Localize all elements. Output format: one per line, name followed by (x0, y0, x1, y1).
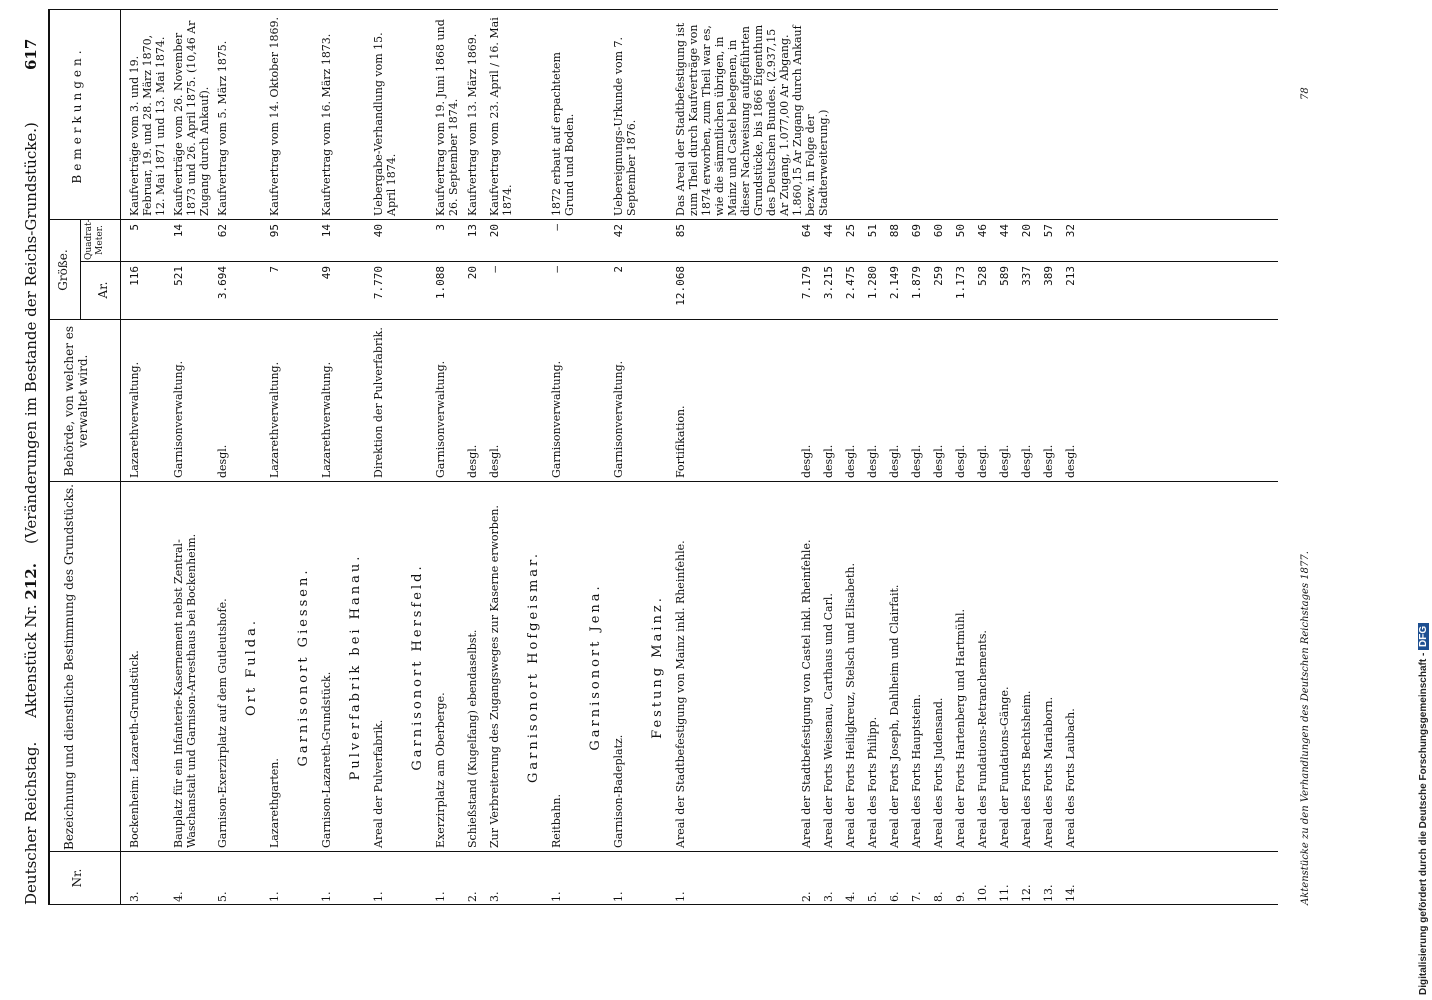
row-area-qm: 20 (488, 224, 501, 238)
row-number: 1. (674, 891, 687, 902)
row-number: 4. (172, 891, 185, 902)
col-header-qm: Quadrat-Meter. (84, 219, 105, 260)
row-authority: desgl. (844, 444, 857, 478)
row-remarks: Kaufvertrag vom 5. März 1875. (216, 40, 229, 216)
row-area-ar: 7.770 (372, 266, 385, 300)
section-heading: Ort Fulda. (244, 618, 259, 716)
row-description: Areal der Stadtbefestigung von Mainz inkl. Rheinfehle. (674, 540, 687, 848)
row-area-qm: 5 (128, 224, 141, 231)
row-number: 3. (128, 891, 141, 902)
row-description: Areal des Forts Judensand. (932, 697, 945, 848)
row-number: 1. (268, 891, 281, 902)
col-header-behoerde: Behörde, von welcher es verwaltet wird. (62, 325, 90, 477)
row-remarks: Kaufverträge vom 3. und 19. Februar, 19. und 28. März 1870, 12. Mai 1871 und 13. Mai 1874. (128, 34, 167, 216)
row-authority: desgl. (998, 444, 1011, 478)
row-authority: desgl. (1042, 444, 1055, 478)
row-description: Areal der Fundations-Gänge. (998, 686, 1011, 848)
header-number: 212. (22, 563, 40, 600)
row-description: Areal des Fundations-Retranchements. (976, 630, 989, 848)
row-authority: Garnisonverwaltung. (612, 360, 625, 478)
footer-note: Aktenstücke zu den Verhandlungen des Deutschen Reichstages 1877. (1300, 551, 1311, 905)
page-number: 617 (22, 38, 40, 70)
row-description: Areal des Forts Hauptstein. (910, 694, 923, 848)
row-area-ar: 589 (998, 266, 1011, 286)
col-rule-5 (48, 219, 1278, 220)
section-heading: Garnisonort Hofgeismar. (526, 551, 541, 783)
row-description: Bauplatz für ein Infanterie-Kasernement nebst Zentral-Waschanstalt und Garnison-Arresthaus bei Bockenheim. (172, 533, 198, 848)
row-number: 10. (976, 884, 989, 902)
row-remarks: Uebergabe-Verhandlung vom 15. April 1874. (372, 32, 398, 216)
row-authority: desgl. (888, 444, 901, 478)
row-number: 9. (954, 891, 967, 902)
row-description: Areal des Forts Bechtsheim. (1020, 690, 1033, 848)
row-number: 2. (800, 891, 813, 902)
row-area-qm: 14 (320, 224, 333, 238)
row-number: 1. (434, 891, 447, 902)
row-remarks: 1872 erbaut auf erpachtetem Grund und Boden. (550, 52, 576, 216)
row-number: 8. (932, 891, 945, 902)
row-area-ar: 213 (1064, 266, 1077, 286)
row-area-qm: 50 (954, 224, 967, 238)
row-number: 11. (998, 884, 1011, 902)
row-remarks: Kaufvertrag vom 23. April / 16. Mai 1874. (488, 17, 514, 216)
footer-signature: 78 (1300, 87, 1311, 100)
row-area-ar: 7.179 (800, 266, 813, 300)
row-area-ar: 49 (320, 266, 333, 280)
row-description: Lazarethgarten. (268, 758, 281, 848)
row-area-ar: 116 (128, 266, 141, 286)
row-area-ar: 521 (172, 266, 185, 286)
row-remarks: Kaufvertrag vom 13. März 1869. (466, 33, 479, 216)
row-area-qm: 3 (434, 224, 447, 231)
row-description: Areal des Forts Laubach. (1064, 708, 1077, 848)
row-area-ar: 259 (932, 266, 945, 286)
row-number: 3. (488, 891, 501, 902)
row-description: Areal der Forts Weisenau, Carthaus und Carl. (822, 593, 835, 848)
row-authority: Lazarethverwaltung. (128, 361, 141, 478)
row-area-qm: 62 (216, 224, 229, 238)
col-rule-4 (80, 261, 1278, 262)
row-area-qm: 85 (674, 224, 687, 238)
row-area-ar: — (550, 266, 563, 273)
row-area-ar: 337 (1020, 266, 1033, 286)
row-area-ar: 12.068 (674, 266, 687, 306)
row-area-qm: 13 (466, 224, 479, 238)
row-authority: desgl. (466, 444, 479, 478)
row-number: 1. (372, 891, 385, 902)
row-area-ar: 7 (268, 266, 281, 273)
row-remarks: Kaufvertrag vom 16. März 1873. (320, 33, 333, 216)
row-authority: desgl. (822, 444, 835, 478)
row-authority: desgl. (910, 444, 923, 478)
row-area-ar: 1.088 (434, 266, 447, 300)
header-subtitle: (Veränderungen im Bestande der Reichs-Grundstücke.) (22, 122, 40, 544)
col-header-nr: Nr. (70, 868, 84, 888)
row-description: Areal der Stadtbefestigung von Castel inkl. Rheinfehle. (800, 539, 813, 848)
dfg-credit (1418, 623, 1429, 995)
row-area-qm: 20 (1020, 224, 1033, 238)
col-rule-2 (48, 481, 1278, 482)
row-area-qm: 57 (1042, 224, 1055, 238)
row-authority: desgl. (1020, 444, 1033, 478)
row-authority: Garnisonverwaltung. (550, 360, 563, 478)
row-description: Exerzirplatz am Oberberge. (434, 692, 447, 848)
table-left-rule (48, 904, 1278, 905)
row-description: Garnison-Lazareth-Grundstück. (320, 671, 333, 848)
row-authority: desgl. (932, 444, 945, 478)
row-number: 1. (550, 891, 563, 902)
section-heading: Garnisonort Hersfeld. (410, 563, 425, 771)
top-rule (48, 10, 50, 905)
row-area-qm: 42 (612, 224, 625, 238)
row-area-qm: 44 (822, 224, 835, 238)
row-authority: desgl. (216, 444, 229, 478)
row-description: Areal der Forts Joseph, Dahlheim und Clairfait. (888, 584, 901, 848)
row-area-ar: 20 (466, 266, 479, 280)
section-heading: Garnisonort Jena. (588, 583, 603, 751)
row-description: Zur Verbreiterung des Zugangsweges zur Kaserne erworben. (488, 505, 501, 848)
row-area-ar: 389 (1042, 266, 1055, 286)
row-area-ar: 1.280 (866, 266, 879, 300)
row-number: 1. (612, 891, 625, 902)
section-heading: Festung Mainz. (650, 595, 665, 739)
row-number: 2. (466, 891, 479, 902)
row-area-qm: 32 (1064, 224, 1077, 238)
row-area-qm: 64 (800, 224, 813, 238)
row-number: 14. (1064, 884, 1077, 902)
row-authority: desgl. (976, 444, 989, 478)
col-header-ar: Ar. (96, 281, 110, 299)
row-number: 1. (320, 891, 333, 902)
dfg-text: Digitalisierung gefördert durch die Deutsche Forschungsgemeinschaft - (1418, 652, 1429, 995)
row-remarks: Uebereignungs-Urkunde vom 7. September 1876. (612, 37, 638, 216)
header-aktenstueck: Aktenstück Nr. (22, 604, 40, 718)
row-remarks: Kaufvertrag vom 19. Juni 1868 und 26. September 1874. (434, 19, 460, 216)
row-number: 6. (888, 891, 901, 902)
row-area-qm: 60 (932, 224, 945, 238)
row-authority: desgl. (800, 444, 813, 478)
section-heading: Pulverfabrik bei Hanau. (348, 553, 363, 781)
row-remarks: Kaufvertrag vom 14. Oktober 1869. (268, 17, 281, 216)
row-area-ar: 2 (612, 266, 625, 273)
row-area-ar: 1.879 (910, 266, 923, 300)
header-left: Deutscher Reichstag. (22, 741, 40, 905)
col-header-bemerkungen: Bemerkungen. (70, 46, 84, 184)
row-description: Areal des Forts Philipp. (866, 716, 879, 848)
row-authority: desgl. (866, 444, 879, 478)
table-right-rule (48, 9, 1278, 10)
row-number: 3. (822, 891, 835, 902)
row-authority: Direktion der Pulverfabrik. (372, 327, 385, 478)
row-description: Garnison-Badeplatz. (612, 734, 625, 848)
row-area-qm: 88 (888, 224, 901, 238)
row-area-ar: 3.694 (216, 266, 229, 300)
row-number: 4. (844, 891, 857, 902)
row-authority: Garnisonverwaltung. (434, 360, 447, 478)
row-area-ar: 528 (976, 266, 989, 286)
row-number: 5. (866, 891, 879, 902)
size-subrule (80, 220, 81, 320)
header-rule (120, 10, 121, 905)
row-authority: desgl. (488, 444, 501, 478)
row-area-ar: 2.149 (888, 266, 901, 300)
row-authority: Garnisonverwaltung. (172, 360, 185, 478)
row-area-qm: 44 (998, 224, 1011, 238)
section-heading: Garnisonort Giessen. (296, 567, 311, 767)
col-header-bezeichnung: Bezeichnung und dienstliche Bestimmung des Grundstücks. (62, 484, 76, 850)
row-number: 12. (1020, 884, 1033, 902)
row-number: 7. (910, 891, 923, 902)
row-authority: Lazarethverwaltung. (320, 361, 333, 478)
col-rule-1 (48, 851, 1278, 852)
row-authority: desgl. (954, 444, 967, 478)
document-header (22, 122, 40, 905)
row-description: Areal der Pulverfabrik. (372, 719, 385, 848)
row-description: Areal der Forts Heiligkreuz, Stelsch und Elisabeth. (844, 563, 857, 848)
row-description: Bockenheim: Lazareth-Grundstück. (128, 650, 141, 848)
row-authority: Lazarethverwaltung. (268, 361, 281, 478)
col-header-groesse: Größe. (56, 249, 70, 291)
row-area-qm: 40 (372, 224, 385, 238)
row-authority: Fortifikation. (674, 405, 687, 478)
row-area-qm: 14 (172, 224, 185, 238)
row-number: 5. (216, 891, 229, 902)
row-area-ar: — (488, 266, 501, 273)
row-area-ar: 3.215 (822, 266, 835, 300)
row-description: Schießstand (Kugelfang) ebendaselbst. (466, 629, 479, 848)
row-description: Areal des Forts Mariaborn. (1042, 696, 1055, 848)
row-area-qm: — (550, 224, 563, 231)
row-number: 13. (1042, 884, 1055, 902)
row-description: Garnison-Exerzirplatz auf dem Gutleutshofe. (216, 598, 229, 848)
row-authority: desgl. (1064, 444, 1077, 478)
row-description: Reitbahn. (550, 794, 563, 848)
col-rule-3 (48, 319, 1278, 320)
row-area-qm: 46 (976, 224, 989, 238)
row-area-ar: 1.173 (954, 266, 967, 300)
row-area-qm: 69 (910, 224, 923, 238)
row-description: Areal der Forts Hartenberg und Hartmühl. (954, 609, 967, 848)
row-area-qm: 25 (844, 224, 857, 238)
row-area-qm: 51 (866, 224, 879, 238)
row-remarks: Das Areal der Stadtbefestigung ist zum Theil durch Kaufverträge von 1874 erworben, zum Theil war es, wie die sämmtlichen übrigen, in Mainz und Castel belegenen, in dieser Nachweisung aufgeführten Grundstücke, bis 1866 Eigenthum des Deutschen Bundes. (2.937,15 Ar Zugang, 1.077,00 Ar Abgang. 1.860,15 Ar Zugang durch Ankauf bezw. in Folge der Stadterweiterung.) (674, 22, 830, 216)
dfg-logo: DFG (1418, 623, 1429, 650)
row-area-ar: 2.475 (844, 266, 857, 300)
row-remarks: Kaufverträge vom 26. November 1873 und 26. April 1875. (10,46 Ar Zugang durch Ankauf). (172, 20, 211, 216)
row-area-qm: 95 (268, 224, 281, 238)
